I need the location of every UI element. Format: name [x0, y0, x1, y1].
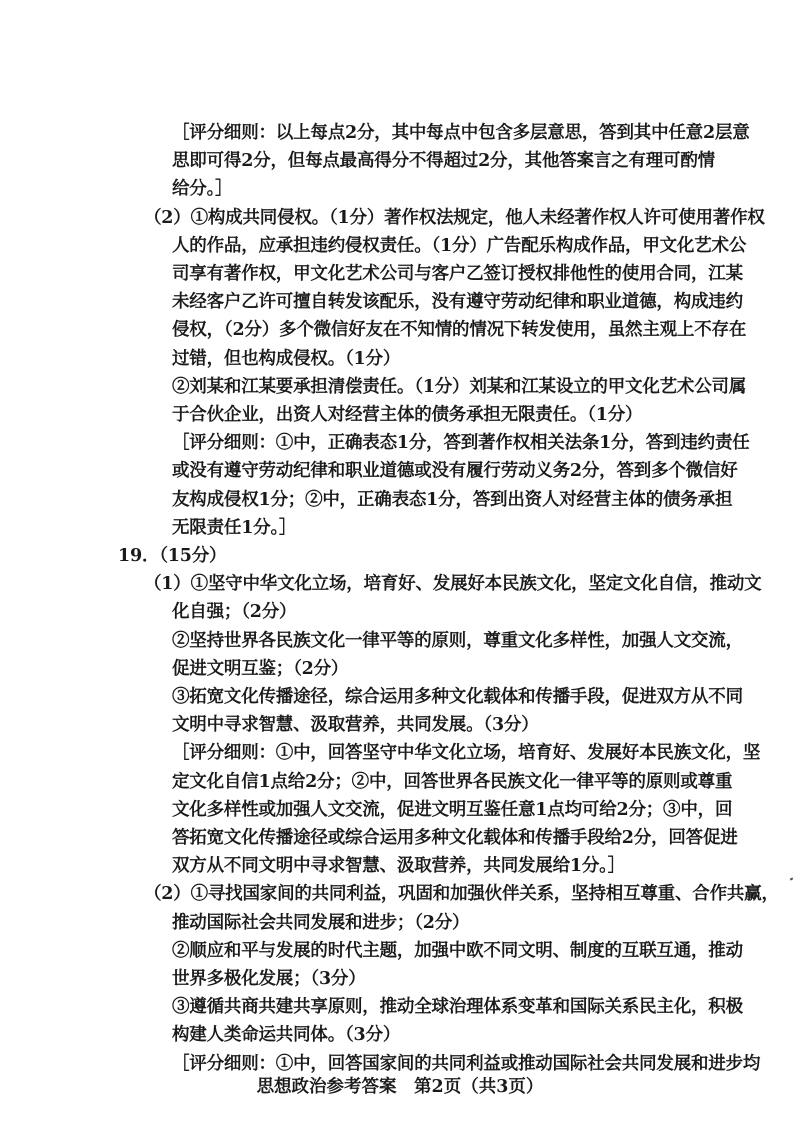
text-line: 促进文明互鉴；（2分） [172, 658, 349, 679]
text-line: 或没有遵守劳动纪律和职业道德或没有履行劳动义务2分，答到多个微信好 [172, 461, 738, 482]
text-line: 思即可得2分，但每点最高得分不得超过2分，其他答案言之有理可酌情 [172, 151, 715, 172]
text-line: ③拓宽文化传播途径，综合运用多种文化载体和传播手段，促进双方从不同 [172, 687, 743, 707]
scan-speck [790, 877, 794, 880]
text-line: 无限责任1分。］ [172, 517, 297, 538]
text-line: 人的作品，应承担违约侵权责任。（1分）广告配乐构成作品，甲文化艺术公 [172, 235, 747, 256]
text-line: 答拓宽文化传播途径或综合运用多种文化载体和传播手段给2分，回答促进 [172, 828, 738, 848]
text-line: （1）①坚守中华文化立场，培育好、发展好本民族文化，坚定文化自信，推动文 [144, 574, 762, 595]
text-line: 19．（15分） [118, 546, 227, 566]
text-line: 友构成侵权1分；②中，正确表态1分，答到出资人对经营主体的债务承担 [172, 489, 733, 510]
text-line: ［评分细则：以上每点2分，其中每点中包含多层意思，答到其中任意2层意 [172, 123, 750, 143]
text-line: 给分。］ [172, 179, 233, 200]
page-footer: 思想政治参考答案 第2页（共3页） [256, 1077, 544, 1097]
text-line: 文化多样性或加强人文交流，促进文明互鉴任意1点均可给2分；③中，回 [172, 799, 733, 820]
text-line: 推动国际社会共同发展和进步；（2分） [172, 912, 470, 933]
text-line: 双方从不同文明中寻求智慧、汲取营养，共同发展给1分。］ [172, 856, 626, 877]
text-line: ②坚持世界各民族文化一律平等的原则，尊重文化多样性，加强人文交流， [172, 630, 743, 651]
text-line: 过错，但也构成侵权。（1分） [172, 348, 401, 369]
text-line: ［评分细则：①中，回答国家间的共同利益或推动国际社会共同发展和进步均 [172, 1053, 761, 1074]
text-line: ②刘某和江某要承担清偿责任。（1分）刘某和江某设立的甲文化艺术公司属 [172, 376, 747, 397]
text-line: 于合伙企业，出资人对经营主体的债务承担无限责任。（1分） [172, 405, 643, 425]
text-line: 未经客户乙许可擅自转发该配乐，没有遵守劳动纪律和职业道德，构成违约 [172, 292, 743, 313]
text-line: 构建人类命运共同体。（3分） [172, 1025, 401, 1046]
text-line: 文明中寻求智慧、汲取营养，共同发展。（3分） [172, 715, 539, 736]
text-line: （2）①构成共同侵权。（1分）著作权法规定，他人未经著作权人许可使用著作权 [144, 207, 765, 228]
text-line: 化自强；（2分） [172, 602, 297, 623]
text-line: 司享有著作权，甲文化艺术公司与客户乙签订授权排他性的使用合同，江某 [172, 264, 743, 284]
text-line: （2）①寻找国家间的共同利益，巩固和加强伙伴关系，坚持相互尊重、合作共赢， [144, 884, 779, 905]
text-line: 侵权，（2分）多个微信好友在不知情的情况下转发使用，虽然主观上不存在 [172, 320, 747, 341]
text-line: ［评分细则：①中，回答坚守中华文化立场，培育好、发展好本民族文化，坚 [172, 743, 761, 764]
text-line: 定文化自信1点给2分；②中，回答世界各民族文化一律平等的原则或尊重 [172, 771, 733, 792]
text-line: ③遵循共商共建共享原则，推动全球治理体系变革和国际关系民主化，积极 [172, 997, 743, 1018]
text-line: 世界多极化发展；（3分） [172, 969, 366, 989]
text-line: ②顺应和平与发展的时代主题，加强中欧不同文明、制度的互联互通，推动 [172, 940, 743, 961]
text-line: ［评分细则：①中，正确表态1分，答到著作权相关法条1分，答到违约责任 [172, 433, 750, 454]
